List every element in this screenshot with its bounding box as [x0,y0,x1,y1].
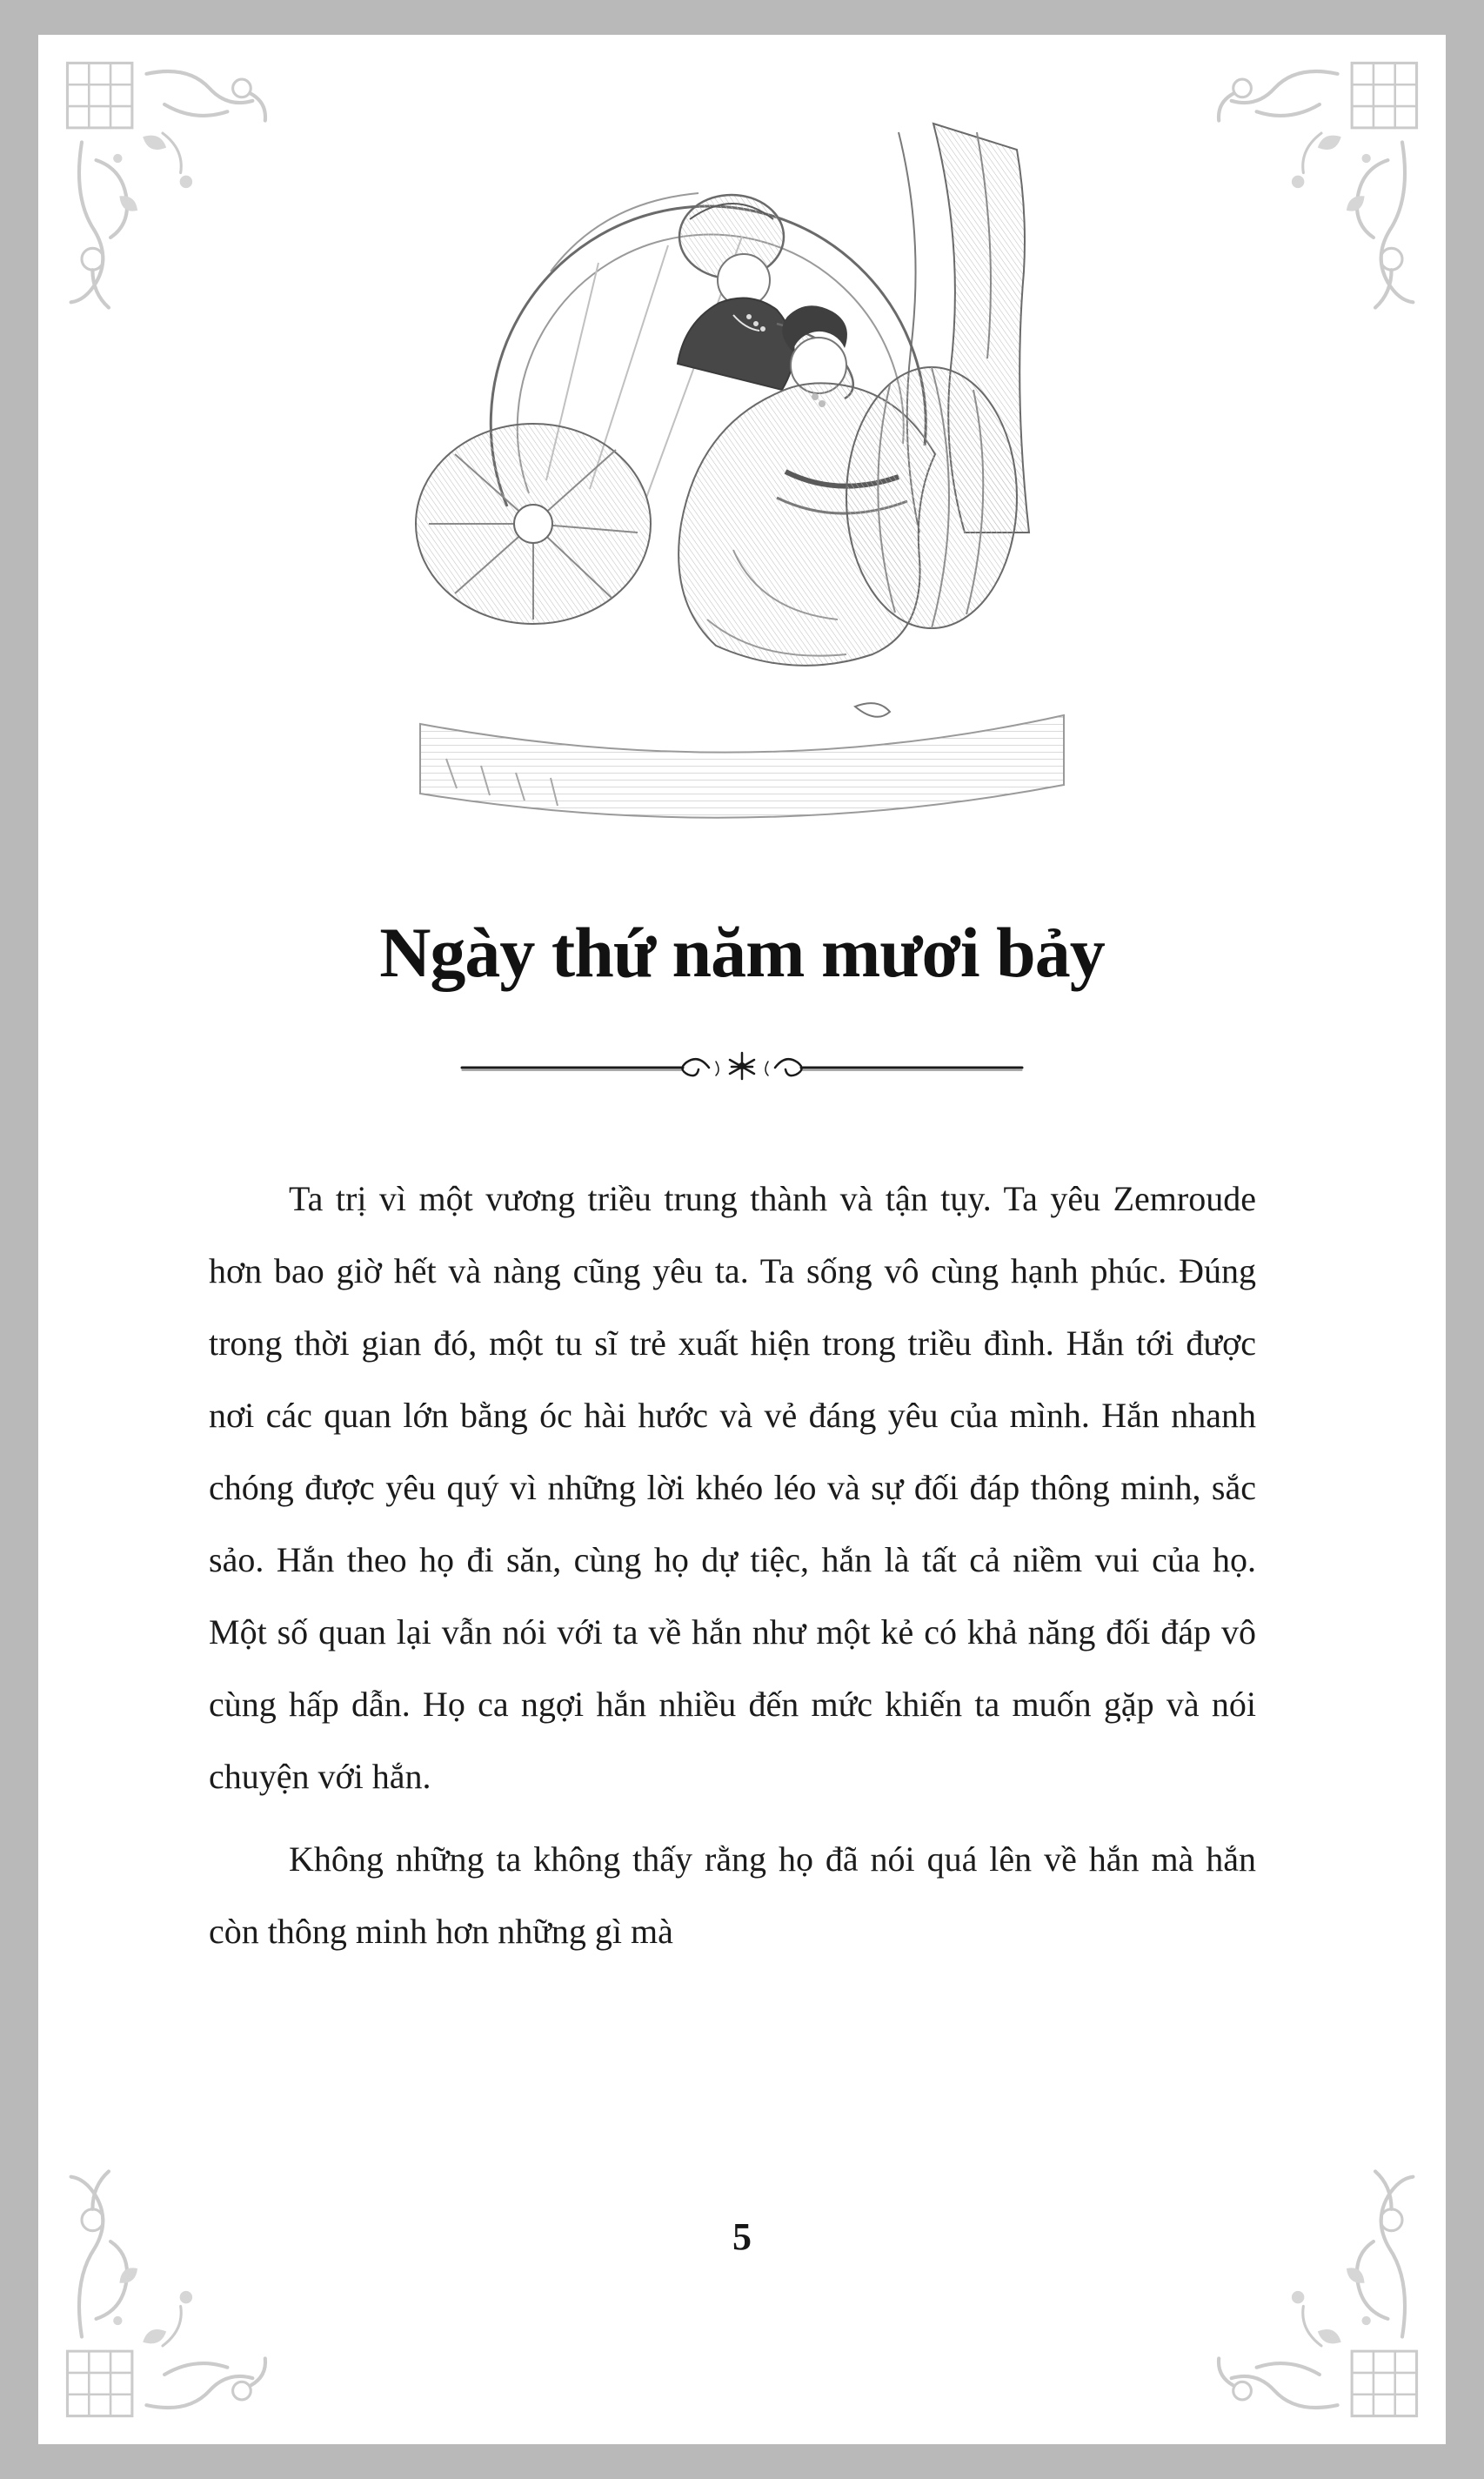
section-divider-flourish-icon [455,1044,1029,1088]
chapter-illustration [368,97,1116,872]
corner-ornament-top-right-icon [1213,50,1430,320]
paragraph: Ta trị vì một vương triều trung thành và tận tụy. Ta yêu Zemroude hơn bao giờ hết và nàng cũng yêu ta. Ta sống vô cùng hạnh phúc. Đúng trong thời gian đó, một tu sĩ trẻ xuất hiện trong triều đình. Hắn tới được nơi các quan lớn bằng óc hài hước và vẻ đáng yêu của mình. Hắn nhanh chóng được yêu quý vì những lời khéo léo và sự đối đáp thông minh, sắc sảo. Hắn theo họ đi săn, cùng họ dự tiệc, hắn là tất cả niềm vui của họ. Một số quan lại vẫn nói với ta về hắn như một kẻ có khả năng đối đáp vô cùng hấp dẫn. Họ ca ngợi hắn nhiều đến mức khiến ta muốn gặp và nói chuyện với hắn. [209,1179,1256,1796]
corner-ornament-bottom-left-icon [54,2159,271,2429]
body-text [209,1162,1256,1967]
page-number: 5 [732,2215,752,2258]
corner-ornament-bottom-right-icon [1213,2159,1430,2429]
chapter-title: Ngày thứ năm mươi bảy [379,913,1105,992]
paragraph: Không những ta không thấy rằng họ đã nói quá lên về hắn mà hắn còn thông minh hơn những gì mà [209,1839,1256,1951]
page [38,35,1446,2444]
corner-ornament-top-left-icon [54,50,271,320]
